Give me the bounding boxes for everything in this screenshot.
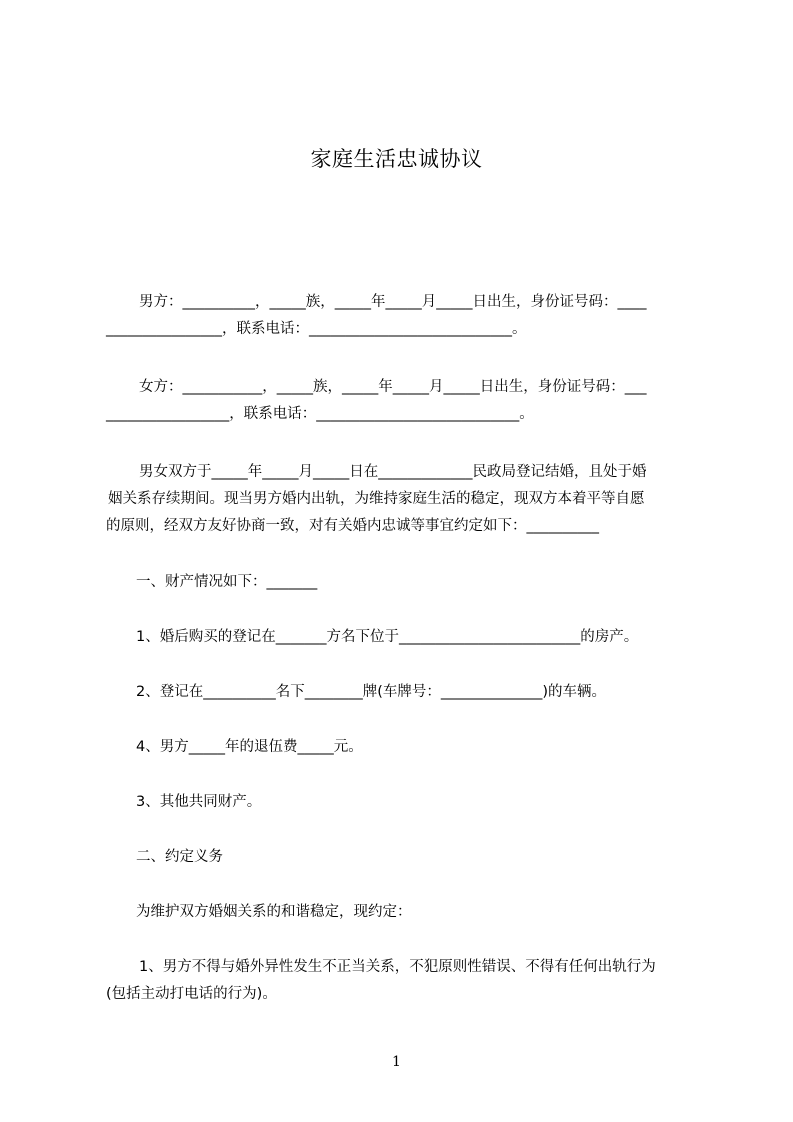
duty-1-line-2: (包括主动打电话的行为)。: [106, 986, 277, 1002]
male-party-line-2: ________________，联系电话：____________________________。: [106, 321, 527, 337]
section-2-intro: 为维护双方婚姻关系的和谐稳定，现约定：: [136, 904, 412, 920]
intro-line-3: 的原则，经双方友好协商一致，对有关婚内忠诚等事宜约定如下：__________: [106, 518, 599, 534]
section-1-heading: 一、财产情况如下：_______: [136, 574, 318, 590]
property-item-2: 2、登记在__________名下________牌(车牌号：______________)的车辆。: [136, 684, 607, 700]
section-2-heading: 二、约定义务: [136, 849, 223, 865]
duty-1-line-1: 1、男方不得与婚外异性发生不正当关系，不犯原则性错误、不得有任何出轨行为: [139, 959, 656, 975]
intro-line-1: 男女双方于_____年_____月_____日在_____________民政局登记结婚，且处于婚: [139, 464, 647, 480]
intro-line-2: 姻关系存续期间。现当男方婚内出轨，为维持家庭生活的稳定，现双方本着平等自愿: [108, 491, 645, 507]
female-party-line-2: _________________，联系电话：____________________________。: [106, 406, 534, 422]
property-item-4: 4、男方_____年的退伍费_____元。: [136, 739, 363, 755]
male-party-line-1: 男方：__________，_____族，_____年_____月_____日出生，身份证号码：____: [139, 294, 647, 310]
property-item-1: 1、婚后购买的登记在_______方名下位于_________________________的房产。: [136, 629, 639, 645]
page-number: 1: [392, 1054, 401, 1070]
document-body: [106, 289, 710, 1008]
property-item-3: 3、其他共同财产。: [136, 794, 262, 810]
female-party-line-1: 女方：___________，_____族，_____年_____月_____日出生，身份证号码：___: [139, 379, 647, 395]
document-title: 家庭生活忠诚协议: [310, 147, 483, 171]
